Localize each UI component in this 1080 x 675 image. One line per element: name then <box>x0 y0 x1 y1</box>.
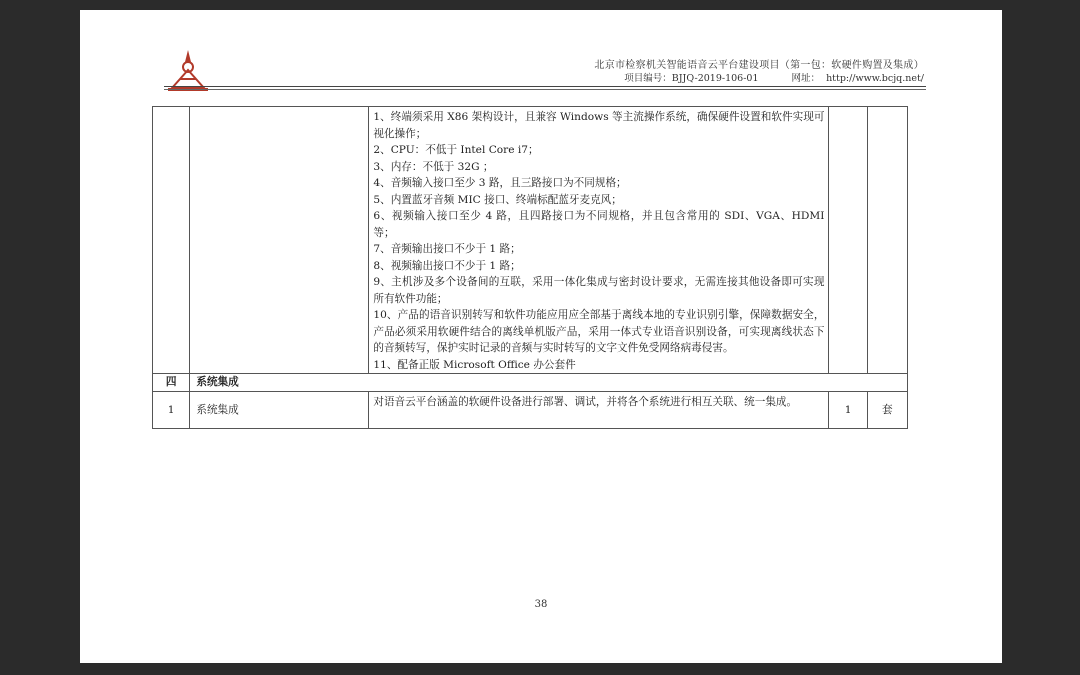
procurement-table <box>152 106 908 429</box>
spec-line: 7、音频输出接口不少于 1 路； <box>373 243 521 255</box>
document-page <box>80 10 1002 663</box>
item-unit: 套 <box>867 392 907 429</box>
section-title: 系统集成 <box>190 374 908 392</box>
spec-line: 5、内置蓝牙音频 MIC 接口、终端标配蓝牙麦克风； <box>373 193 622 206</box>
table-cell-empty <box>867 107 907 374</box>
header-title: 北京市检察机关智能语音云平台建设项目（第一包：软硬件购置及集成） <box>594 60 924 71</box>
url-link[interactable]: http://www.bcjq.net/ <box>826 73 924 84</box>
spec-line: 3、内存：不低于 32G ； <box>373 160 494 173</box>
section-row <box>153 374 908 392</box>
item-index: 1 <box>153 392 190 429</box>
project-number: BJJQ-2019-106-01 <box>671 73 759 84</box>
spec-line: 11、配备正版 Microsoft Office 办公套件 <box>373 358 576 371</box>
spec-line: 10、产品的语音识别转写和软件功能应用应全部基于离线本地的专业识别引擎，保障数据安全，产品必须采用软硬件结合的离线单机版产品，采用一体式专业语音识别设备，可实现离线状态下的音频转写，保护实时记录的音频与实时转写的文字文件免受网络病毒侵害。 <box>373 309 825 354</box>
item-quantity: 1 <box>829 392 867 429</box>
table-row <box>153 392 908 429</box>
item-name: 系统集成 <box>190 392 369 429</box>
header-divider-thin <box>164 89 926 90</box>
spec-line: 6、视频输入接口至少 4 路，且四路接口为不同规格，并且包含常用的 SDI、VGA、HDMI 等； <box>373 210 825 239</box>
spec-line: 2、CPU：不低于 Intel Core i7； <box>373 144 539 156</box>
spec-line: 9、主机涉及多个设备间的互联，采用一体化集成与密封设计要求，无需连接其他设备即可实现所有软件功能； <box>373 276 825 305</box>
page-number: 38 <box>534 599 548 610</box>
spec-requirements-cell <box>369 107 829 374</box>
project-number-label: 项目编号： <box>624 73 672 84</box>
header-project-info <box>560 70 924 84</box>
table-row <box>153 107 908 374</box>
header-divider <box>164 86 926 87</box>
spec-line: 4、音频输入接口至少 3 路，且三路接口为不同规格； <box>373 177 627 189</box>
spec-line: 1、终端须采用 X86 架构设计，且兼容 Windows 等主流操作系统，确保硬件设置和软件实现可视化操作； <box>373 111 825 140</box>
section-number: 四 <box>153 374 190 392</box>
url-label: 网址： <box>791 73 821 84</box>
spec-line: 8、视频输出接口不少于 1 路； <box>373 259 521 272</box>
item-description: 对语音云平台涵盖的软硬件设备进行部署、调试，并将各个系统进行相互关联、统一集成。 <box>369 392 829 429</box>
table-cell-empty <box>153 107 190 374</box>
table-cell-empty <box>190 107 369 374</box>
table-cell-empty <box>829 107 867 374</box>
